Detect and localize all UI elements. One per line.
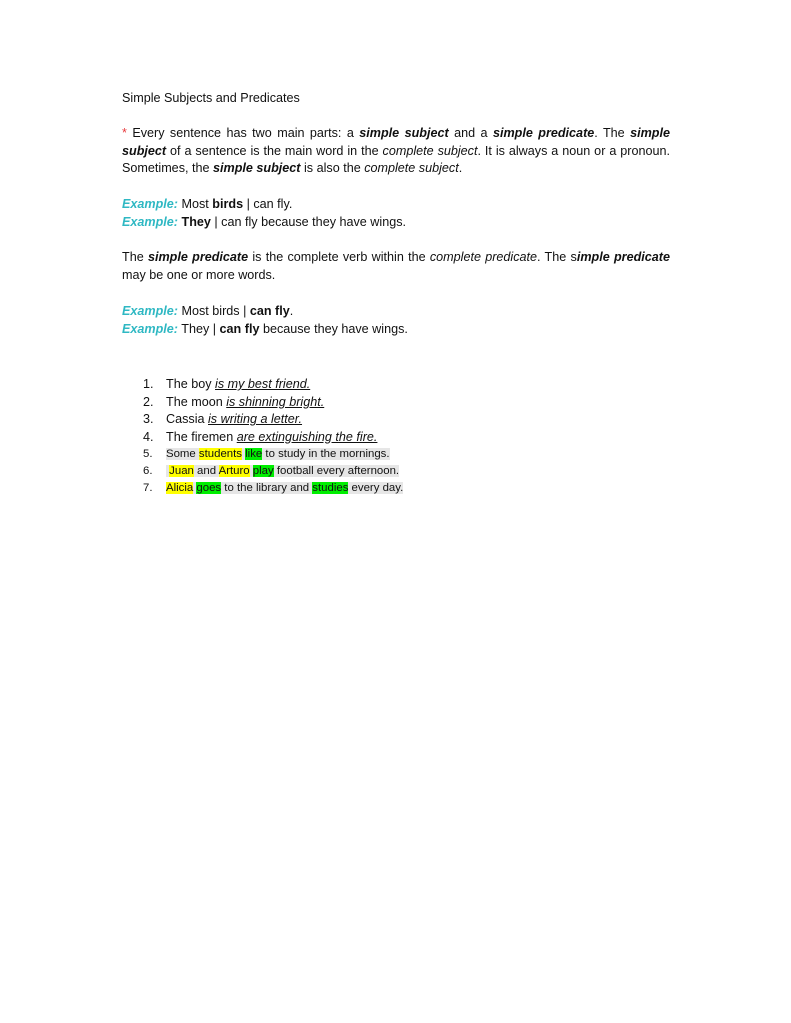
sentence-text: to the library and (221, 482, 313, 494)
example-label: Example: (122, 321, 178, 336)
list-item (141, 376, 561, 394)
subject-highlight: Juan (169, 465, 194, 477)
subject-highlight: Arturo (218, 465, 250, 477)
list-number: 2. (143, 394, 154, 409)
verb-highlight: like (245, 448, 263, 460)
intro-text: . It is always a noun or a pronoun. Sometimes, the (122, 143, 670, 175)
term-complete-predicate: complete predicate (429, 250, 538, 264)
verb-highlight: goes (196, 482, 222, 494)
verb-highlight: studies (312, 482, 349, 494)
example-emphasis: They (181, 214, 211, 229)
predicate-text: The (122, 250, 148, 264)
highlighted-sentence (166, 448, 390, 460)
intro-text: of a sentence is the main word in the (166, 143, 383, 158)
intro-text: . The (594, 126, 631, 140)
term-simple-predicate: simple predicate (492, 126, 595, 140)
sentence-list (141, 376, 561, 497)
subject-examples (122, 196, 670, 231)
list-item (141, 394, 561, 412)
example-label: Example: (122, 214, 178, 229)
sentence-text: every day. (348, 482, 404, 494)
sentence-text: football every afternoon. (273, 465, 400, 477)
sentence-subject: The firemen (166, 429, 237, 444)
intro-text: Every sentence has two main parts: a (126, 126, 360, 140)
highlighted-sentence (166, 465, 399, 477)
example-line (122, 321, 670, 339)
term-complete-subject: complete subject (382, 143, 478, 158)
list-number: 5. (143, 448, 153, 460)
example-line (122, 214, 670, 232)
list-item (141, 411, 561, 429)
list-item (141, 446, 561, 463)
example-text: They | (178, 321, 220, 336)
page-title: Simple Subjects and Predicates (122, 91, 300, 105)
asterisk-marker: * (122, 126, 127, 140)
sentence-subject: The moon (166, 394, 227, 409)
example-line (122, 196, 670, 214)
subject-highlight: Alicia (166, 482, 194, 494)
predicate-text: is the complete verb within the (248, 250, 430, 264)
sentence-predicate: is shinning bright. (226, 394, 325, 409)
list-number: 6. (143, 465, 153, 477)
sentence-text: and (193, 465, 219, 477)
list-number: 7. (143, 482, 153, 494)
intro-paragraph (122, 125, 670, 178)
sentence-predicate: is writing a letter. (208, 412, 303, 426)
highlighted-sentence (166, 482, 403, 494)
example-text: Most birds | (178, 304, 250, 318)
subject-highlight: students (198, 448, 242, 460)
intro-text: . (458, 161, 463, 175)
example-label: Example: (122, 304, 178, 318)
intro-text: and a (448, 126, 493, 140)
example-emphasis: can fly (219, 321, 260, 336)
list-number: 4. (143, 429, 154, 444)
list-number: 3. (143, 412, 154, 426)
term-simple-subject: simple subject (122, 126, 670, 158)
list-number: 1. (143, 377, 154, 391)
sentence-predicate: are extinguishing the fire. (236, 429, 378, 444)
sentence-subject: The boy (166, 377, 216, 391)
list-item (141, 480, 561, 497)
intro-text: is also the (300, 161, 365, 175)
predicate-paragraph (122, 249, 670, 284)
term-simple-subject: simple subject (359, 126, 449, 140)
example-text: | can fly. (243, 197, 293, 211)
example-text: because they have wings. (259, 321, 408, 336)
predicate-text: . The s (537, 250, 577, 264)
example-emphasis: can fly (249, 304, 290, 318)
sentence-text: to study in the mornings. (262, 448, 390, 460)
term-simple-subject: simple subject (213, 161, 301, 175)
term-complete-subject: complete subject (364, 161, 459, 175)
list-item (141, 429, 561, 447)
term-simple-predicate: imple predicate (576, 250, 670, 264)
example-emphasis: birds (212, 197, 244, 211)
predicate-text: may be one or more words. (122, 267, 276, 282)
example-text: | can fly because they have wings. (210, 214, 406, 229)
term-simple-predicate: simple predicate (147, 250, 249, 264)
sentence-subject: Cassia (166, 412, 208, 426)
verb-highlight: play (252, 465, 274, 477)
example-line (122, 303, 670, 321)
example-text: . (289, 304, 294, 318)
sentence-text: Some (166, 448, 199, 460)
example-text: Most (178, 197, 213, 211)
predicate-examples (122, 303, 670, 338)
example-label: Example: (122, 197, 178, 211)
list-item (141, 463, 561, 480)
sentence-predicate: is my best friend. (215, 377, 311, 391)
